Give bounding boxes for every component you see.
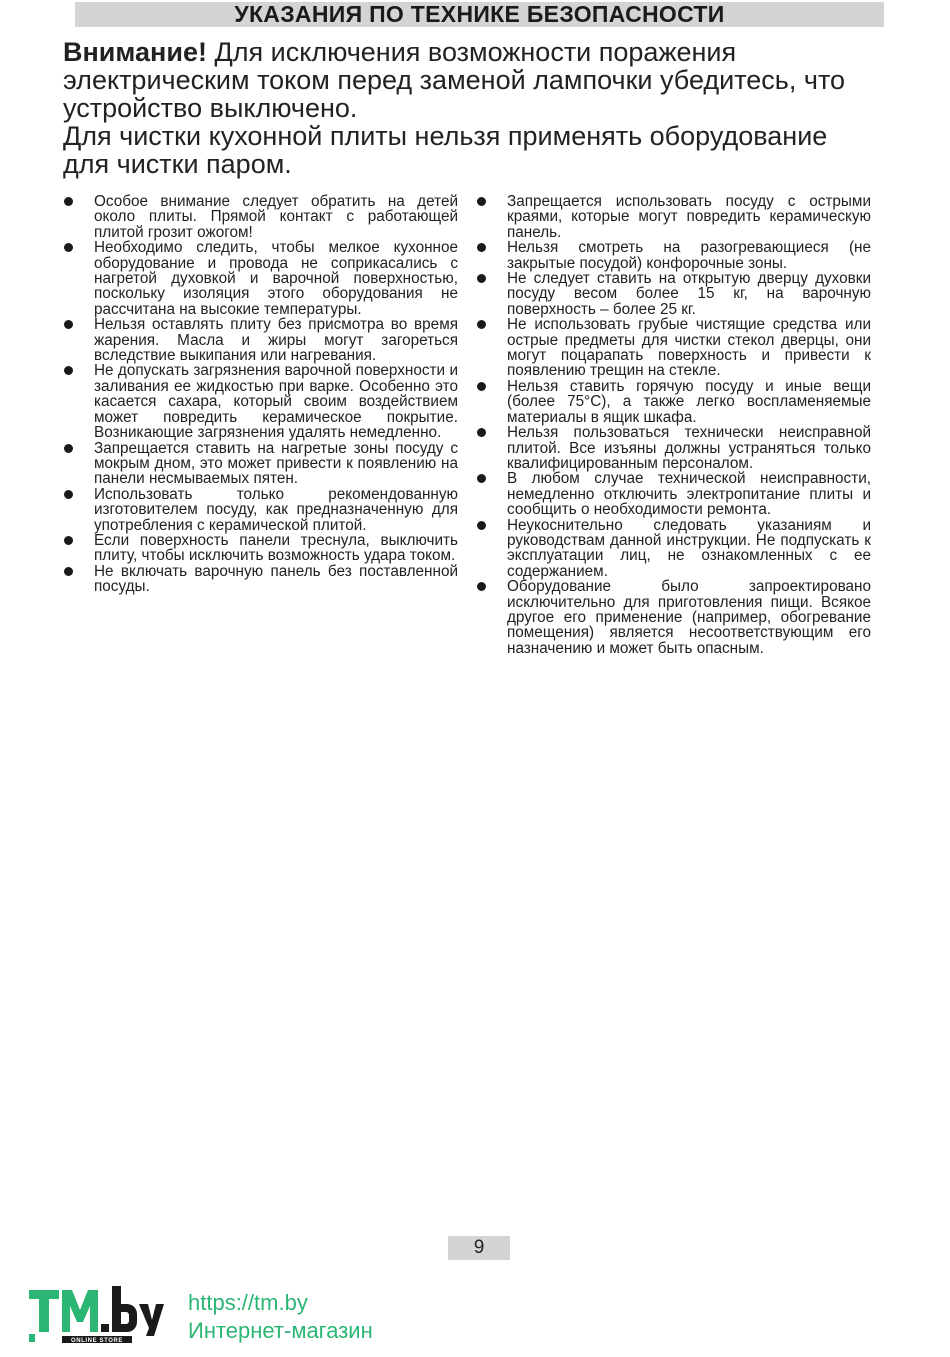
bullet-icon (477, 382, 486, 391)
list-item (476, 240, 871, 271)
list-item (63, 487, 458, 533)
store-description: Интернет-магазин (188, 1318, 373, 1343)
list-item-text: В любом случае технической неисправности, немедленно отключить электропитание плиты и сообщить о необходимости ремонта. (507, 470, 871, 519)
list-item-text: Запрещается использовать посуду с острыми краями, которые могут повредить керамическую панель. (507, 193, 871, 241)
bullet-icon (64, 197, 73, 206)
list-item-text: Нельзя пользоваться технически неисправной плитой. Все изъяны должны устраняться только квалифицированным персоналом. (507, 424, 871, 472)
list-item (476, 471, 871, 517)
list-item-text: Нельзя смотреть на разогревающиеся (не закрытые посудой) конфорочные зоны. (507, 239, 871, 272)
logo-subtitle: ONLINE STORE (70, 1338, 124, 1344)
safety-list-left (63, 194, 458, 595)
bullet-icon (477, 274, 486, 283)
warning-paragraph-2: Для чистки кухонной плиты нельзя применять оборудование для чистки паром. (63, 121, 828, 179)
list-item (476, 579, 871, 656)
bullet-icon (64, 366, 73, 375)
warning-label: Внимание! (63, 37, 207, 67)
list-item-text: Нельзя ставить горячую посуду и иные вещи (более 75°С), а также легко воспламеняемые материалы в ящик шкафа. (507, 377, 871, 426)
list-item (476, 194, 871, 240)
list-item-text: Если поверхность панели треснула, выключить плиту, чтобы исключить возможность удара током. (94, 531, 458, 565)
bullet-icon (477, 428, 486, 437)
list-item (476, 317, 871, 379)
warning-block (63, 38, 873, 178)
bullet-icon (477, 243, 486, 252)
list-item-text: Не следует ставить на открытую дверцу духовки посуду весом более 15 кг, на варочную поверхность – более 25 кг. (507, 270, 871, 318)
list-item-text: Использовать только рекомендованную изготовителем посуду, как предназначенную для употребления с керамической плитой. (94, 485, 458, 534)
list-item (63, 363, 458, 440)
bullet-icon (477, 197, 486, 206)
tm-by-logo[interactable] (28, 1286, 164, 1344)
bullet-icon (477, 320, 486, 329)
list-item (63, 441, 458, 487)
list-item-text: Оборудование было запроектировано исключительно для приготовления пищи. Всякое другое его применение (например, обогревание помещения) является несоответствующим его назначению и может быть опасным. (507, 578, 871, 657)
list-item-text: Необходимо следить, чтобы мелкое кухонное оборудование и провода не соприкасались с нагретой духовкой и варочной поверхностью, поскольку изоляция этого оборудования не рассчитана на высокие температуры. (94, 239, 458, 318)
section-title: УКАЗАНИЯ ПО ТЕХНИКЕ БЕЗОПАСНОСТИ (75, 2, 884, 27)
bullet-icon (64, 243, 73, 252)
warning-text-1: Для исключения возможности поражения электрическим током перед заменой лампочки убедитесь, что устройство выключено. (63, 37, 846, 123)
store-url-link[interactable]: https://tm.by (188, 1290, 308, 1315)
bullet-icon (64, 536, 73, 545)
list-item (476, 425, 871, 471)
bullet-icon (477, 582, 486, 591)
list-item (63, 317, 458, 363)
list-item (63, 533, 458, 564)
list-item-text: Запрещается ставить на нагретые зоны посуду с мокрым дном, это может привести к появлению на панели несмываемых пятен. (94, 439, 458, 488)
bullet-icon (64, 320, 73, 329)
bullet-icon (64, 444, 73, 453)
left-column (63, 194, 458, 595)
list-item-text: Неукоснительно следовать указаниям и руководствам данной инструкции. Не подпускать к эксплуатации лиц, не ознакомленных с ее содержанием. (507, 516, 871, 580)
list-item (63, 564, 458, 595)
safety-list-right (476, 194, 871, 656)
list-item (63, 240, 458, 317)
list-item-text: Не включать варочную панель без поставленной посуды. (94, 562, 458, 596)
list-item (476, 518, 871, 580)
list-item-text: Особое внимание следует обратить на детей около плиты. Прямой контакт с работающей плитой грозит ожогом! (94, 193, 458, 241)
page-number: 9 (448, 1236, 510, 1260)
bullet-icon (477, 521, 486, 530)
right-column (476, 194, 871, 656)
list-item (63, 194, 458, 240)
warning-paragraph-1 (63, 38, 873, 122)
list-item (476, 271, 871, 317)
list-item (476, 379, 871, 425)
bullet-icon (64, 567, 73, 576)
list-item-text: Не использовать грубые чистящие средства или острые предметы для чистки стекол дверцы, они могут поцарапать поверхность и привести к появлению трещин на стекле. (507, 316, 871, 380)
bullet-icon (477, 474, 486, 483)
bullet-icon (64, 490, 73, 499)
list-item-text: Нельзя оставлять плиту без присмотра во время жарения. Масла и жиры могут загореться вследствие выкипания или нагревания. (94, 316, 458, 365)
list-item-text: Не допускать загрязнения варочной поверхности и заливания ее жидкостью при варке. Особенно это касается сахара, который своим воздействием может повредить керамическое покрытие. Возникающие загрязнения удалять немедленно. (94, 362, 458, 442)
